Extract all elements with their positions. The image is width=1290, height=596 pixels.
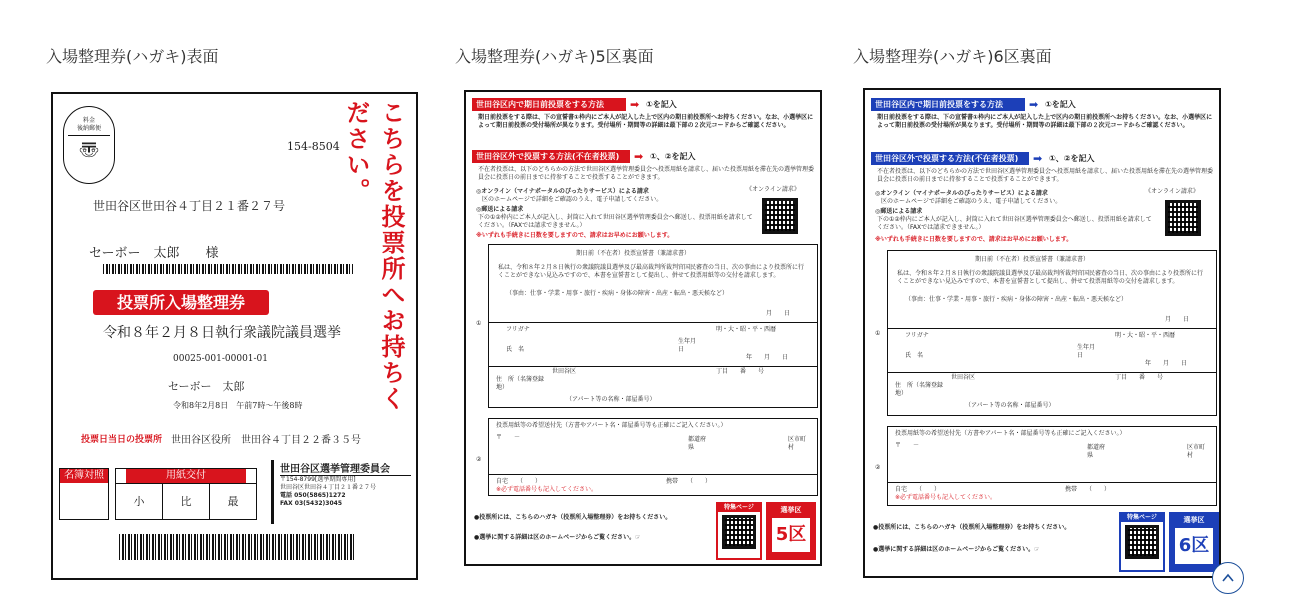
postal-mark-label: 〒 － [496,434,521,441]
back5-online-label: 《オンライン請求》 [746,186,800,193]
bottom-note-2: ●選挙に関する詳細は区のホームページからご覧ください。☞ [474,534,641,541]
form6-title: 期日前（不在者）投票宣誓書（兼請求書） [975,256,1090,263]
issue-box-small: 小 [116,484,163,519]
form6-prefecture: 都道府県 [1087,444,1106,459]
back6-online: ◎オンライン（マイナポータルのぴったりサービス）による請求 [875,190,1048,197]
special-page-label: 特集ページ [718,504,760,512]
ymd-label: 年 月 日 [746,354,789,361]
form6-era: 明・大・昭・平・西暦 [1115,332,1176,339]
district-number: 5区 [772,518,810,552]
issue-box-max: 最 [227,495,239,508]
recipient-name: セーボー 太郎 様 [89,246,219,261]
ticket-number: 00025-001-00001-01 [173,354,269,364]
form6-furigana: フリガナ [905,332,929,339]
back5-online: ◎オンライン（マイナポータルのぴったりサービス）による請求 [476,188,649,195]
committee-name: 世田谷区選挙管理委員会 [280,460,411,476]
stamp-line2: 後納郵便 [68,125,110,136]
online-qr-code [762,198,798,234]
form6-marker-1: ① [875,330,881,337]
apartment-label: （アパート等の名称・部屋番号） [566,396,656,403]
back5-header2: 世田谷区外で投票する方法(不在者投票) [472,150,630,163]
issue-box-ratio: 比 [163,484,210,519]
form6-apartment: （アパート等の名称・部屋番号） [965,402,1055,409]
form6-birth: 生年月日 [1077,344,1096,359]
back6-header2: 世田谷区外で投票する方法(不在者投票) [871,152,1029,165]
postage-stamp [63,106,115,184]
back6-mail: ◎郵送による請求 [875,208,923,215]
back6-header1-action: ①を記入 [1045,100,1076,109]
mobile-phone: 携帯 （ ） [666,478,712,485]
form6-postal: 〒 － [895,442,920,449]
recipient-address: 世田谷区世田谷４丁目２１番２７号 [93,199,286,213]
prefecture-label: 都道府県 [688,436,707,451]
special-page-qr-code [722,515,756,549]
bottom-barcode [119,534,355,560]
chome-label: 丁目 番 号 [716,368,765,375]
back6-mail-sub: 下の①②枠内にご本人が記入し、封筒に入れて世田谷区選挙管理委員会へ郵送し、投票用紙を請求してください。（FAXでは請求できません。） [877,216,1152,231]
furigana-label: フリガナ [506,326,530,333]
special-page-label-6: 特集ページ [1121,514,1163,522]
back6-bottom-note-2: ●選挙に関する詳細は区のホームページからご覧ください。☞ [873,546,1040,553]
customer-barcode [103,264,353,274]
special-page-box-6 [1119,512,1165,572]
back5-header2-action: ①、②を記入 [650,152,696,161]
election-name: 令和８年２月８日執行衆議院議員選挙 [103,325,341,341]
back5-online-sub: 区のホームページで詳細をご確認のうえ、電子申請してください。 [482,196,663,203]
special-page-qr-code-6 [1125,525,1159,559]
district-box-6 [1169,512,1219,572]
arrow-right-icon: ➡ [630,98,640,111]
back5-para1: 期日前投票をする際は、下の宣誓書①枠内にご本人が記入した上で区内の期日前投票所へお持ちください。なお、小選挙区によって期日前投票の受付場所が異なります。受付場所・期間等の詳細は最下部の２次元コードからご確認ください。 [478,114,814,129]
era-label: 明・大・昭・平・西暦 [716,326,777,333]
committee-tel: 電話 050(5865)1272 [280,492,346,499]
back6-para1: 期日前投票をする際は、下の宣誓書①枠内にご本人が記入した上で区内の期日前投票所へお持ちください。なお、小選挙区によって期日前投票の受付場所が異なります。受付場所・期間等の詳細は最下部の２次元コードからご確認ください。 [877,114,1213,129]
form6-send-to: 投票用紙等の希望送付先（方書やアパート名・部屋番号等も正確にご記入ください。） [895,430,1126,437]
bottom-note-1: ●投票所には、こちらのハガキ（投票所入場整理券）をお持ちください。 [474,514,672,521]
form6-ymd: 年 月 日 [1145,360,1188,367]
back5-header1-action: ①を記入 [646,100,677,109]
form6-marker-2: ② [875,464,881,471]
birth-label: 生年月日 [678,338,697,353]
district-label: 選挙区 [780,506,802,514]
scroll-top-button[interactable] [1212,562,1244,594]
back5-mail-sub: 下の①②枠内にご本人が記入し、封筒に入れて世田谷区選挙管理委員会へ郵送し、投票用紙を請求してください。（FAXでは請求できません。） [478,214,753,229]
form-date: 月 日 [766,310,791,317]
home-phone: 自宅 （ ） [496,478,542,485]
arrow-right-icon-3: ➡ [1029,98,1039,111]
postal-mark-icon: 〠 [79,138,99,162]
back6-bottom-note-1: ●投票所には、こちらのハガキ（投票所入場整理券）をお持ちください。 [873,524,1071,531]
arrow-right-icon-2: ➡ [634,150,644,163]
back6-para2: 不在者投票は、以下のどちらかの方法で世田谷区選挙管理委員会へ投票用紙を請求し、届いた投票用紙を滞在先の選挙管理委員会に投票日の前日までに持参することで投票することができます。 [877,168,1214,183]
registry-box [59,468,109,520]
voting-date: 令和8年2月8日 午前7時～午後8時 [173,401,303,410]
form6-name: 氏 名 [905,352,924,359]
form-marker-1: ① [476,320,482,327]
back6-header2-action: ①、②を記入 [1049,154,1095,163]
voter-name: セーボー 太郎 [168,380,245,393]
form-body: 私は、令和８年２月８日執行の衆議院議員選挙及び最高裁判所裁判官国民審査の当日、次の事由により投票所に行くことができない見込みですので、本書を宣誓書として提出し、併せて投票用紙等の交付を請求します。 [498,264,805,279]
district-label-6: 選挙区 [1183,516,1205,524]
caption-back5: 入場整理券(ハガキ)5区裏面 [455,47,654,66]
online-qr-code-6 [1165,200,1201,236]
form6-body: 私は、令和８年２月８日執行の衆議院議員選挙及び最高裁判所裁判官国民審査の当日、次の事由により投票所に行くことができない見込みですので、本書を宣誓書として提出し、併せて投票用紙等の交付を請求します。 [897,270,1204,285]
caption-back6: 入場整理券(ハガキ)6区裏面 [853,47,1052,66]
form-title: 期日前（不在者）投票宣誓書（兼請求書） [576,250,691,257]
postal-code: 154-8504 [287,140,340,153]
form6-city: 区市町村 [1187,444,1206,459]
back6-header1: 世田谷区内で期日前投票をする方法 [871,98,1025,111]
form6-mobile: 携帯 （ ） [1065,486,1111,493]
address-label: 住 所（名簿登録地） [496,376,545,391]
back5-para2: 不在者投票は、以下のどちらかの方法で世田谷区選挙管理委員会へ投票用紙を請求し、届いた投票用紙を滞在先の選挙管理委員会に投票日の前日までに持参することで投票することができます。 [478,166,815,181]
vertical-notice: こちらを投票所へお持ちください。 [342,100,405,412]
form6-reason: （事由：仕事・学業・用事・旅行・疾病・身体の障害・出産・転出・悪天候など） [905,296,1128,303]
send-to-label: 投票用紙等の希望送付先（方書やアパート名・部屋番号等も正確にご記入ください。） [496,422,727,429]
committee-block [271,460,411,524]
form-marker-2: ② [476,456,482,463]
form6-home: 自宅 （ ） [895,486,941,493]
committee-fax: FAX 03(5432)3045 [280,500,343,507]
committee-address2: 世田谷区世田谷４丁目２１番２７号 [280,484,377,491]
back5-card [464,90,822,566]
chevron-up-icon [1220,570,1236,586]
issue-box [115,468,257,520]
back6-online-label: 《オンライン請求》 [1145,188,1199,195]
back5-warning: ※いずれも手続きに日数を要しますので、請求はお早めにお願いします。 [476,232,674,239]
caption-front: 入場整理券(ハガキ)表面 [46,47,219,66]
issue-box-label: 用紙交付 [126,469,246,483]
form6-ward: 世田谷区 [951,374,976,381]
special-page-box [716,502,762,560]
committee-address1: 〒154-8799[選挙期間専用] [280,476,356,483]
front-card [51,92,418,580]
arrow-right-icon-4: ➡ [1033,152,1043,165]
form6-chome: 丁目 番 号 [1115,374,1164,381]
back5-mail: ◎郵送による請求 [476,206,524,213]
district-box [766,502,816,560]
stamp-line1: 料金 [82,117,95,124]
back6-card [863,88,1221,578]
form6-phone-note: ※必ず電話番号も記入してください。 [895,494,997,501]
back5-header1: 世田谷区内で期日前投票をする方法 [472,98,626,111]
polling-place: 世田谷区役所 世田谷４丁目２２番３５号 [171,435,361,446]
form-reason: （事由：仕事・学業・用事・旅行・疾病・身体の障害・出産・転出・悪天候など） [506,290,729,297]
form6-date: 月 日 [1165,316,1190,323]
city-label: 区市町村 [788,436,807,451]
back6-warning: ※いずれも手続きに日数を要しますので、請求はお早めにお願いします。 [875,236,1073,243]
phone-note: ※必ず電話番号も記入してください。 [496,486,598,493]
back6-online-sub: 区のホームページで詳細をご確認のうえ、電子申請してください。 [881,198,1062,205]
polling-label: 投票日当日の投票所 [81,435,163,445]
ward-label: 世田谷区 [552,368,577,375]
form6-address: 住 所（名簿登録地） [895,382,944,397]
ticket-title: 投票所入場整理券 [93,290,269,315]
district-number-6: 6区 [1175,528,1213,564]
registry-box-label: 名簿対照 [60,469,108,483]
name-label: 氏 名 [506,346,525,353]
